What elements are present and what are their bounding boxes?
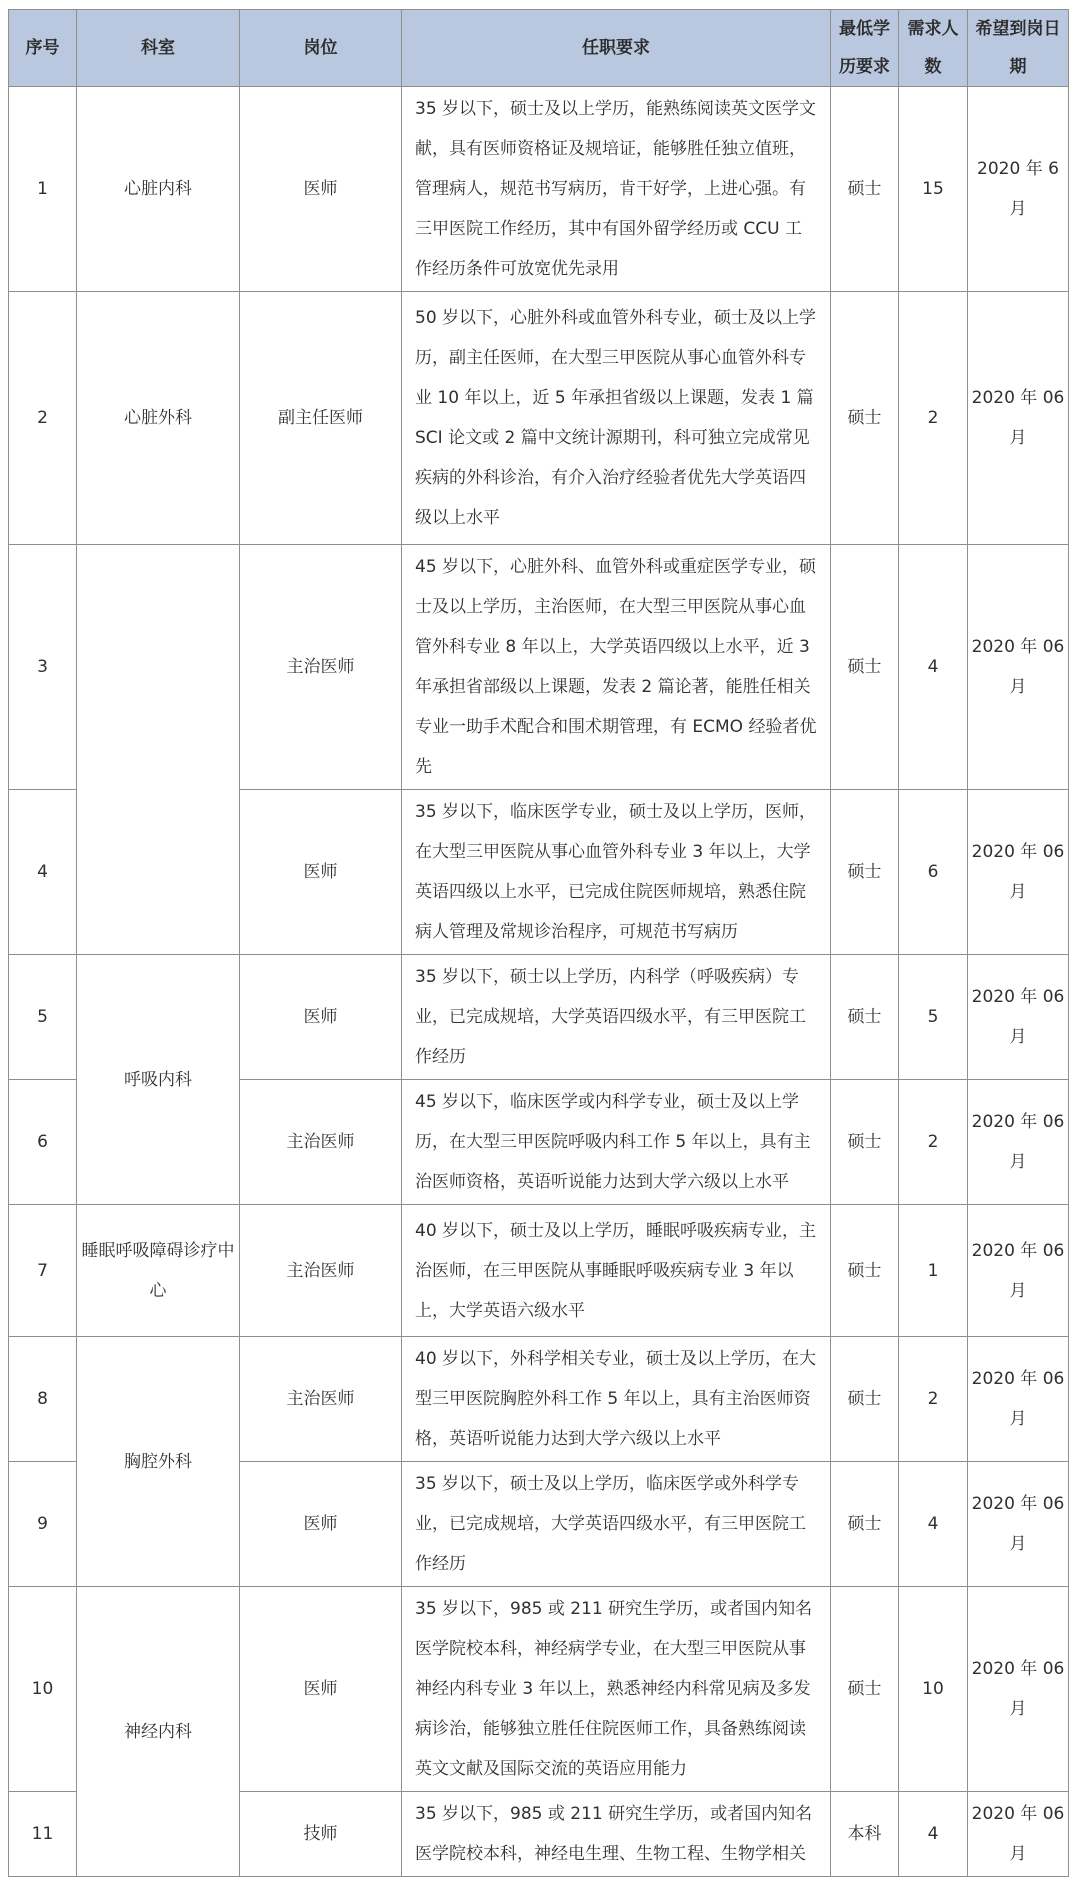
table-row: [9, 292, 1069, 545]
cell-headcount: 1: [899, 1205, 968, 1337]
table-row: [9, 87, 1069, 292]
table-row: [9, 1337, 1069, 1462]
recruitment-table: [8, 9, 1069, 1877]
header-start-date: 希望到岗日期: [968, 10, 1069, 87]
cell-position: 医师: [240, 1462, 402, 1587]
cell-position: 副主任医师: [240, 292, 402, 545]
cell-start-date: 2020 年 06 月: [968, 545, 1069, 790]
cell-requirements: 35 岁以下，985 或 211 研究生学历，或者国内知名医学院校本科，神经病学专业，在大型三甲医院从事神经内科专业 3 年以上，熟悉神经内科常见病及多发病诊治，能够独立胜任住院医师工作，具备熟练阅读英文文献及国际交流的英语应用能力: [402, 1587, 831, 1792]
cell-index: 9: [9, 1462, 77, 1587]
cell-position: 主治医师: [240, 1337, 402, 1462]
cell-index: 8: [9, 1337, 77, 1462]
cell-education: 硕士: [831, 1205, 899, 1337]
cell-education: 硕士: [831, 1337, 899, 1462]
cell-education: 硕士: [831, 1080, 899, 1205]
cell-index: 10: [9, 1587, 77, 1792]
cell-headcount: 10: [899, 1587, 968, 1792]
header-headcount: 需求人数: [899, 10, 968, 87]
cell-start-date: 2020 年 06 月: [968, 1587, 1069, 1792]
cell-position: 主治医师: [240, 1205, 402, 1337]
cell-position: 技师: [240, 1792, 402, 1877]
cell-headcount: 5: [899, 955, 968, 1080]
table-row: [9, 545, 1069, 790]
cell-index: 2: [9, 292, 77, 545]
cell-position: 医师: [240, 790, 402, 955]
cell-position: 医师: [240, 955, 402, 1080]
header-position: 岗位: [240, 10, 402, 87]
cell-department: 睡眠呼吸障碍诊疗中心: [77, 1205, 240, 1337]
cell-requirements: 45 岁以下，临床医学或内科学专业，硕士及以上学历，在大型三甲医院呼吸内科工作 5 年以上，具有主治医师资格，英语听说能力达到大学六级以上水平: [402, 1080, 831, 1205]
cell-index: 11: [9, 1792, 77, 1877]
cell-index: 5: [9, 955, 77, 1080]
cell-requirements: 45 岁以下，心脏外科、血管外科或重症医学专业，硕士及以上学历，主治医师，在大型三甲医院从事心血管外科专业 8 年以上，大学英语四级以上水平，近 3 年承担省部级以上课题，发表 2 篇论著，能胜任相关专业一助手术配合和围术期管理，有 ECMO 经验者优先: [402, 545, 831, 790]
cell-headcount: 4: [899, 1792, 968, 1877]
cell-start-date: 2020 年 06 月: [968, 1205, 1069, 1337]
header-requirements: 任职要求: [402, 10, 831, 87]
cell-start-date: 2020 年 06 月: [968, 1462, 1069, 1587]
cell-requirements: 35 岁以下，硕士及以上学历，临床医学或外科学专业，已完成规培，大学英语四级水平，有三甲医院工作经历: [402, 1462, 831, 1587]
cell-requirements: 35 岁以下，临床医学专业，硕士及以上学历，医师，在大型三甲医院从事心血管外科专业 3 年以上，大学英语四级以上水平，已完成住院医师规培，熟悉住院病人管理及常规诊治程序，可规范书写病历: [402, 790, 831, 955]
cell-headcount: 2: [899, 1337, 968, 1462]
cell-headcount: 2: [899, 292, 968, 545]
cell-department: 心脏内科: [77, 87, 240, 292]
cell-education: 硕士: [831, 790, 899, 955]
cell-headcount: 15: [899, 87, 968, 292]
cell-position: 医师: [240, 87, 402, 292]
cell-department-merged-empty: [77, 545, 240, 955]
recruitment-table-container: [8, 9, 1069, 1877]
cell-education: 硕士: [831, 292, 899, 545]
cell-start-date: 2020 年 06 月: [968, 790, 1069, 955]
cell-headcount: 4: [899, 545, 968, 790]
cell-education: 硕士: [831, 1462, 899, 1587]
cell-headcount: 6: [899, 790, 968, 955]
cell-start-date: 2020 年 06 月: [968, 1080, 1069, 1205]
cell-requirements: 35 岁以下，硕士及以上学历，能熟练阅读英文医学文献，具有医师资格证及规培证，能够胜任独立值班，管理病人，规范书写病历，肯干好学，上进心强。有三甲医院工作经历，其中有国外留学经历或 CCU 工作经历条件可放宽优先录用: [402, 87, 831, 292]
cell-education: 硕士: [831, 87, 899, 292]
cell-education: 本科: [831, 1792, 899, 1877]
cell-index: 3: [9, 545, 77, 790]
cell-requirements: 40 岁以下，硕士及以上学历，睡眠呼吸疾病专业，主治医师，在三甲医院从事睡眠呼吸疾病专业 3 年以上，大学英语六级水平: [402, 1205, 831, 1337]
cell-start-date: 2020 年 6 月: [968, 87, 1069, 292]
cell-start-date: 2020 年 06 月: [968, 955, 1069, 1080]
cell-requirements: 35 岁以下，硕士以上学历，内科学（呼吸疾病）专业，已完成规培，大学英语四级水平，有三甲医院工作经历: [402, 955, 831, 1080]
cell-department-merged: 呼吸内科: [77, 955, 240, 1205]
cell-headcount: 2: [899, 1080, 968, 1205]
header-index: 序号: [9, 10, 77, 87]
cell-headcount: 4: [899, 1462, 968, 1587]
cell-requirements: 50 岁以下，心脏外科或血管外科专业，硕士及以上学历，副主任医师，在大型三甲医院从事心血管外科专业 10 年以上，近 5 年承担省级以上课题，发表 1 篇 SCI 论文或 2 篇中文统计源期刊，科可独立完成常见疾病的外科诊治，有介入治疗经验者优先大学英语四级以上水平: [402, 292, 831, 545]
cell-position: 主治医师: [240, 1080, 402, 1205]
cell-position: 医师: [240, 1587, 402, 1792]
cell-education: 硕士: [831, 1587, 899, 1792]
cell-index: 6: [9, 1080, 77, 1205]
table-row: [9, 1587, 1069, 1792]
cell-department-merged: 胸腔外科: [77, 1337, 240, 1587]
cell-start-date: 2020 年 06 月: [968, 292, 1069, 545]
header-row: [9, 10, 1069, 87]
cell-department-merged: 神经内科: [77, 1587, 240, 1877]
cell-start-date: 2020 年 06 月: [968, 1792, 1069, 1877]
cell-requirements: 40 岁以下，外科学相关专业，硕士及以上学历，在大型三甲医院胸腔外科工作 5 年以上，具有主治医师资格，英语听说能力达到大学六级以上水平: [402, 1337, 831, 1462]
header-department: 科室: [77, 10, 240, 87]
table-row: [9, 955, 1069, 1080]
cell-index: 7: [9, 1205, 77, 1337]
cell-education: 硕士: [831, 955, 899, 1080]
cell-position: 主治医师: [240, 545, 402, 790]
header-education: 最低学历要求: [831, 10, 899, 87]
table-row: [9, 1205, 1069, 1337]
cell-requirements: 35 岁以下，985 或 211 研究生学历，或者国内知名医学院校本科，神经电生理、生物工程、生物学相关: [402, 1792, 831, 1877]
cell-start-date: 2020 年 06 月: [968, 1337, 1069, 1462]
cell-index: 4: [9, 790, 77, 955]
cell-index: 1: [9, 87, 77, 292]
cell-education: 硕士: [831, 545, 899, 790]
cell-department: 心脏外科: [77, 292, 240, 545]
